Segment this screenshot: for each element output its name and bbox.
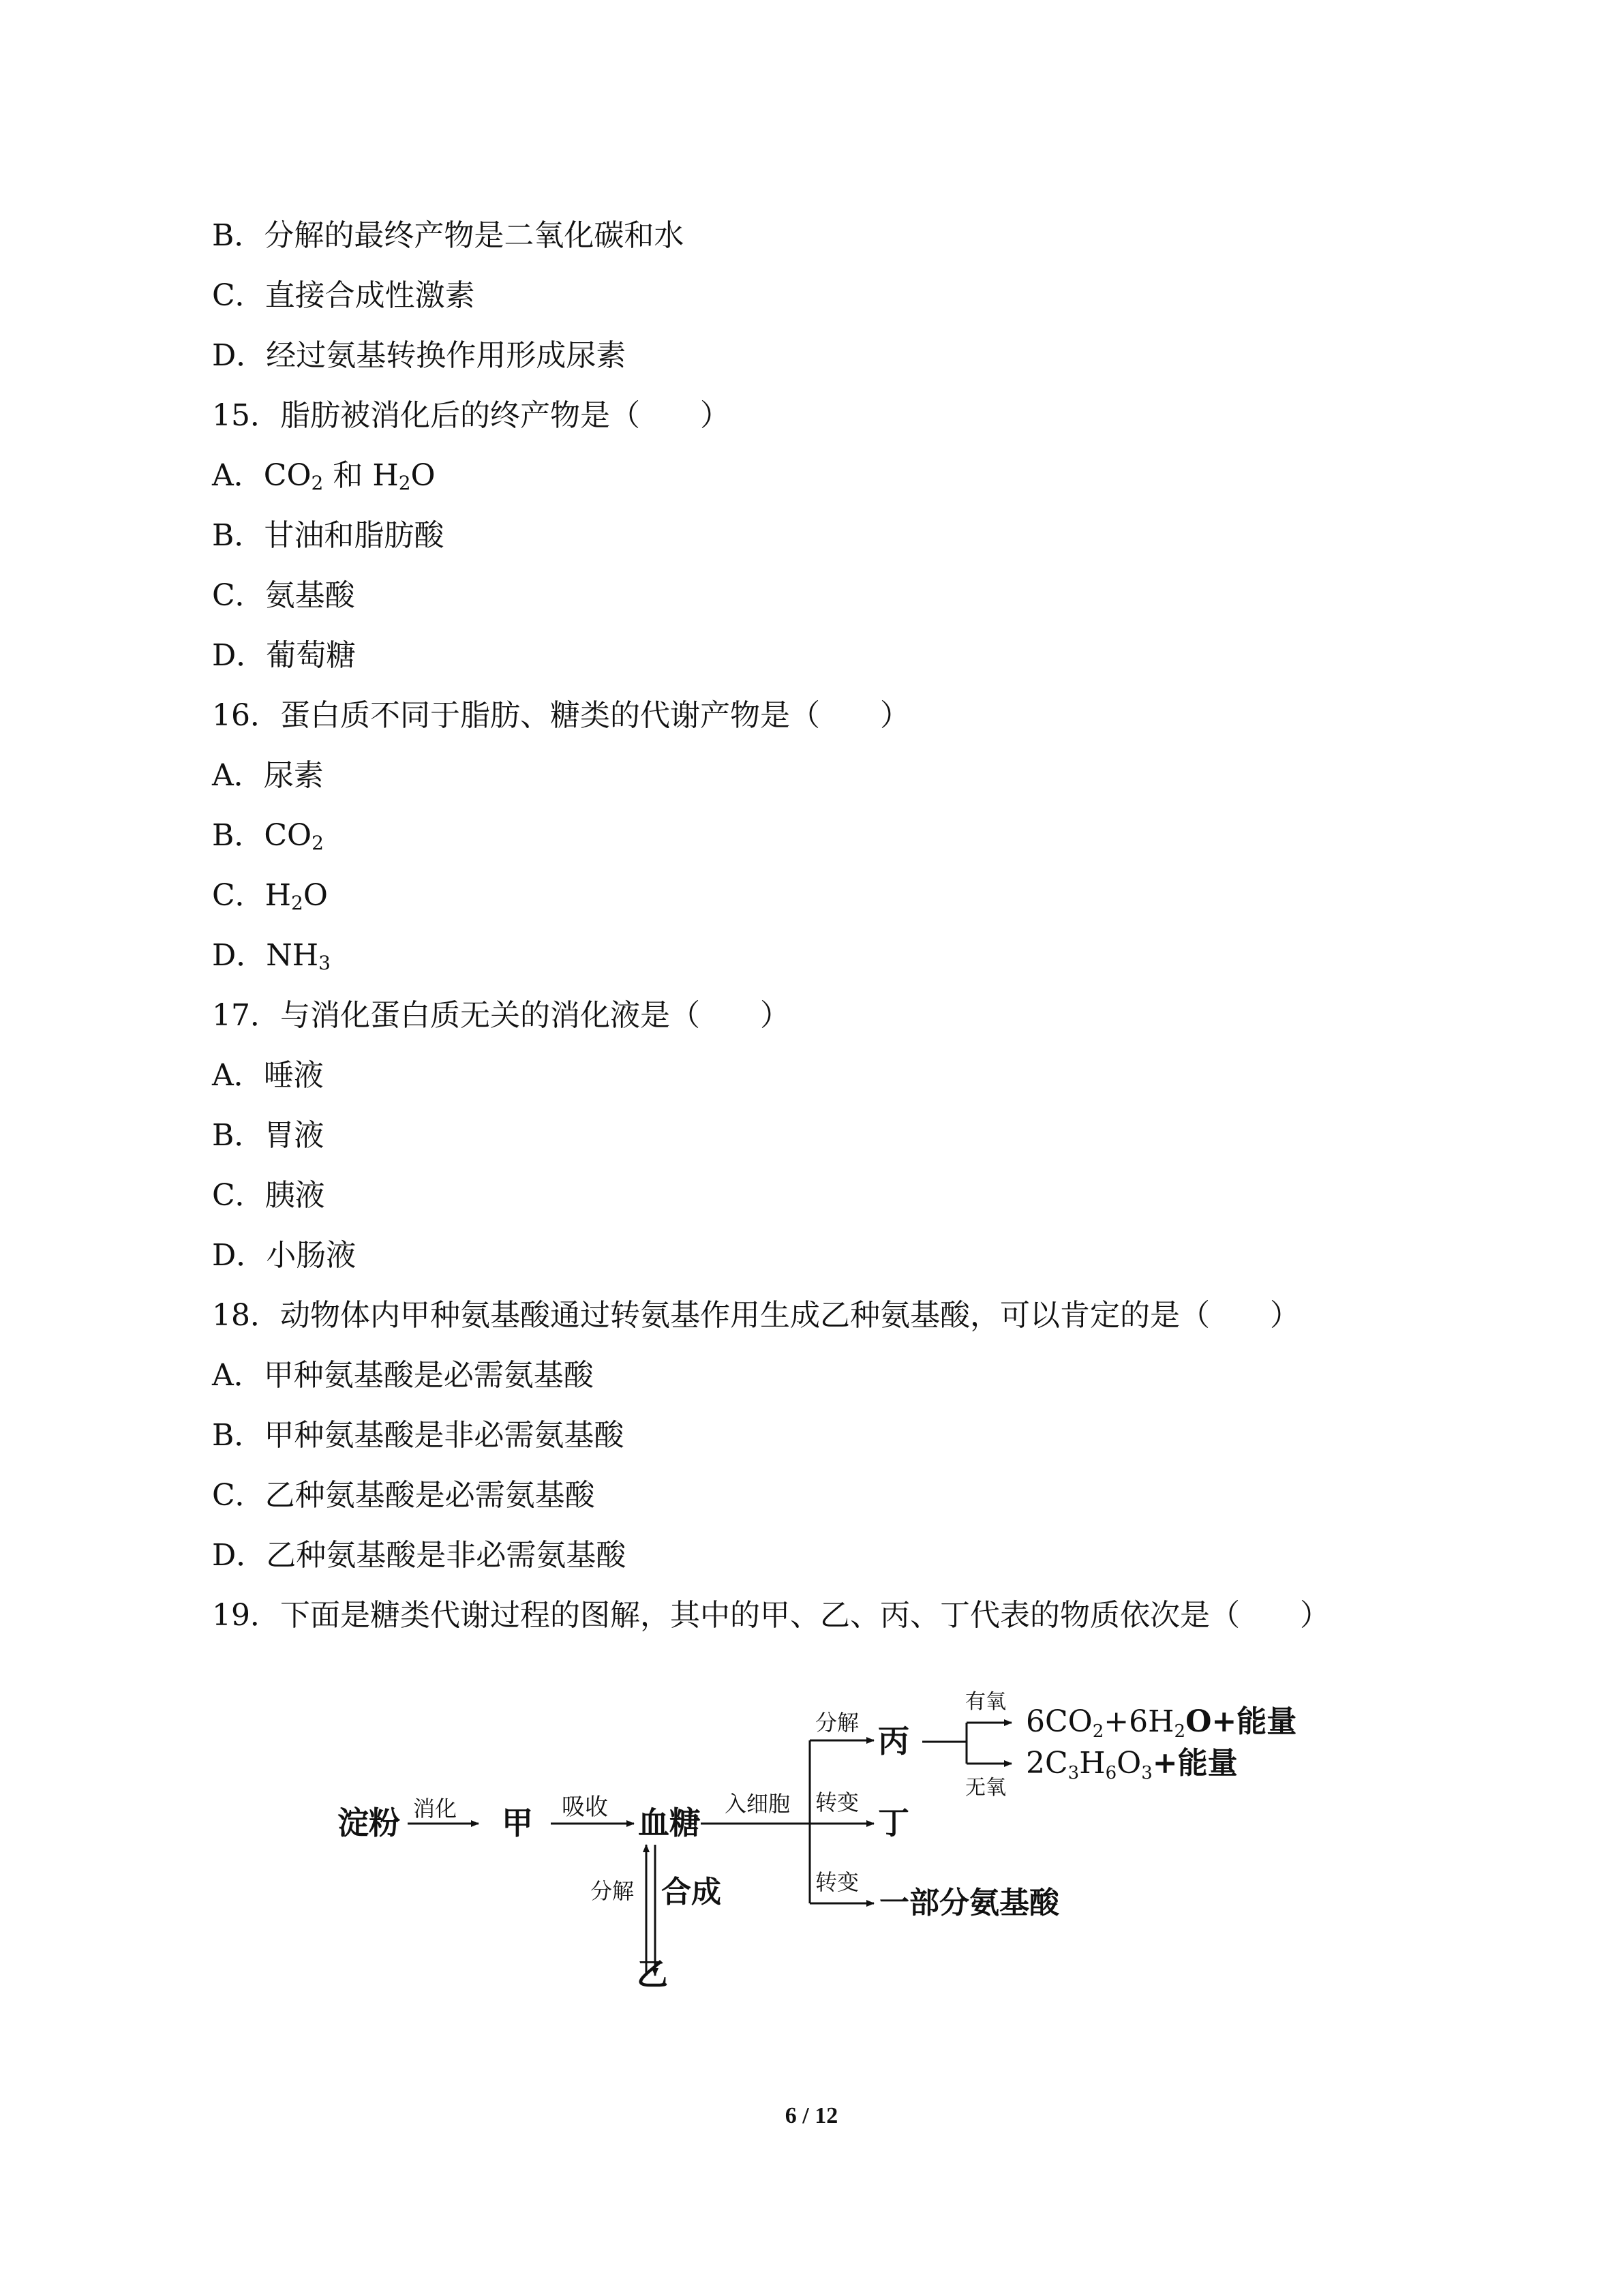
q18-option-a: A．甲种氨基酸是必需氨基酸 [212, 1358, 594, 1393]
q18-option-d: D．乙种氨基酸是非必需氨基酸 [212, 1538, 626, 1573]
aerobic-p2: +6H [1104, 1704, 1174, 1739]
aerobic-p3: O+能量 [1185, 1704, 1297, 1739]
q17-option-c: C．胰液 [212, 1178, 325, 1213]
q16-c-text-2: O [303, 878, 328, 913]
q17-option-a: A．唾液 [212, 1058, 324, 1093]
label-convert-bottom: 转变 [815, 1869, 860, 1895]
q16-c-text-1: C．H [212, 878, 292, 913]
anaerobic-p3: O [1117, 1746, 1142, 1781]
q18-stem: 18．动物体内甲种氨基酸通过转氨基作用生成乙种氨基酸，可以肯定的是（ ） [212, 1298, 1300, 1333]
page-number: 6 / 12 [785, 2103, 838, 2128]
node-amino-part: 一部分氨基酸 [879, 1886, 1059, 1920]
aerobic-s1: 2 [1092, 1721, 1104, 1742]
node-jia: 甲 [502, 1804, 533, 1841]
q16-d-text: D．NH [212, 938, 319, 973]
q17-option-d: D．小肠液 [212, 1238, 357, 1273]
q16-c-sub: 2 [291, 892, 303, 914]
anaerobic-s2: 6 [1105, 1763, 1117, 1783]
q15-option-b: B．甘油和脂肪酸 [212, 518, 444, 553]
q17-option-b: B．胃液 [212, 1118, 324, 1153]
q15-a-sub-2: 2 [398, 472, 411, 494]
label-aerobic: 有氧 [965, 1690, 1006, 1714]
q15-option-d: D．葡萄糖 [212, 638, 357, 673]
q14-option-b: B．分解的最终产物是二氧化碳和水 [212, 218, 684, 253]
label-into-cell: 入细胞 [725, 1791, 791, 1817]
aerobic-p1: 6CO [1026, 1704, 1093, 1739]
aerobic-product [1026, 1704, 1296, 1742]
q18-option-c: C．乙种氨基酸是必需氨基酸 [212, 1478, 595, 1513]
q17-stem: 17．与消化蛋白质无关的消化液是（ ） [212, 998, 790, 1033]
label-digest: 消化 [413, 1796, 457, 1822]
anaerobic-p2: H [1079, 1746, 1106, 1781]
label-decompose-top: 分解 [815, 1710, 860, 1736]
q15-a-text-3: O [410, 458, 436, 493]
q16-b-sub: 2 [312, 832, 324, 854]
q15-a-sub-1: 2 [311, 472, 324, 494]
q16-b-text: B．CO [212, 818, 312, 853]
q14-option-c: C．直接合成性激素 [212, 278, 475, 313]
anaerobic-s3: 3 [1141, 1763, 1153, 1783]
anaerobic-p4: +能量 [1152, 1746, 1238, 1781]
label-absorb: 吸收 [562, 1794, 608, 1821]
q16-d-sub: 3 [318, 952, 331, 974]
anaerobic-s1: 3 [1067, 1763, 1080, 1783]
q19-stem: 19．下面是糖类代谢过程的图解，其中的甲、乙、丙、丁代表的物质依次是（ ） [212, 1598, 1330, 1633]
label-convert-mid: 转变 [815, 1789, 860, 1815]
label-anaerobic: 无氧 [965, 1776, 1006, 1800]
q18-option-b: B．甲种氨基酸是非必需氨基酸 [212, 1418, 624, 1453]
q15-stem: 15．脂肪被消化后的终产物是（ ） [212, 398, 730, 433]
q16-stem: 16．蛋白质不同于脂肪、糖类的代谢产物是（ ） [212, 698, 910, 733]
node-starch: 淀粉 [337, 1804, 400, 1841]
node-blood-sugar: 血糖 [638, 1804, 701, 1841]
anaerobic-product [1026, 1746, 1238, 1783]
q16-option-a: A．尿素 [212, 758, 324, 793]
node-yi: 乙 [637, 1956, 668, 1993]
anaerobic-p1: 2C [1026, 1746, 1068, 1781]
aerobic-s2: 2 [1174, 1721, 1186, 1742]
node-ding: 丁 [878, 1804, 909, 1841]
q15-a-text-2: 和 H [323, 458, 399, 493]
label-decompose-left: 分解 [590, 1878, 635, 1904]
label-synthesize: 合成 [661, 1875, 721, 1909]
q14-option-d: D．经过氨基转换作用形成尿素 [212, 338, 626, 373]
node-bing: 丙 [878, 1723, 909, 1759]
q15-option-c: C．氨基酸 [212, 578, 355, 613]
q15-a-text-1: A．CO [212, 458, 312, 493]
